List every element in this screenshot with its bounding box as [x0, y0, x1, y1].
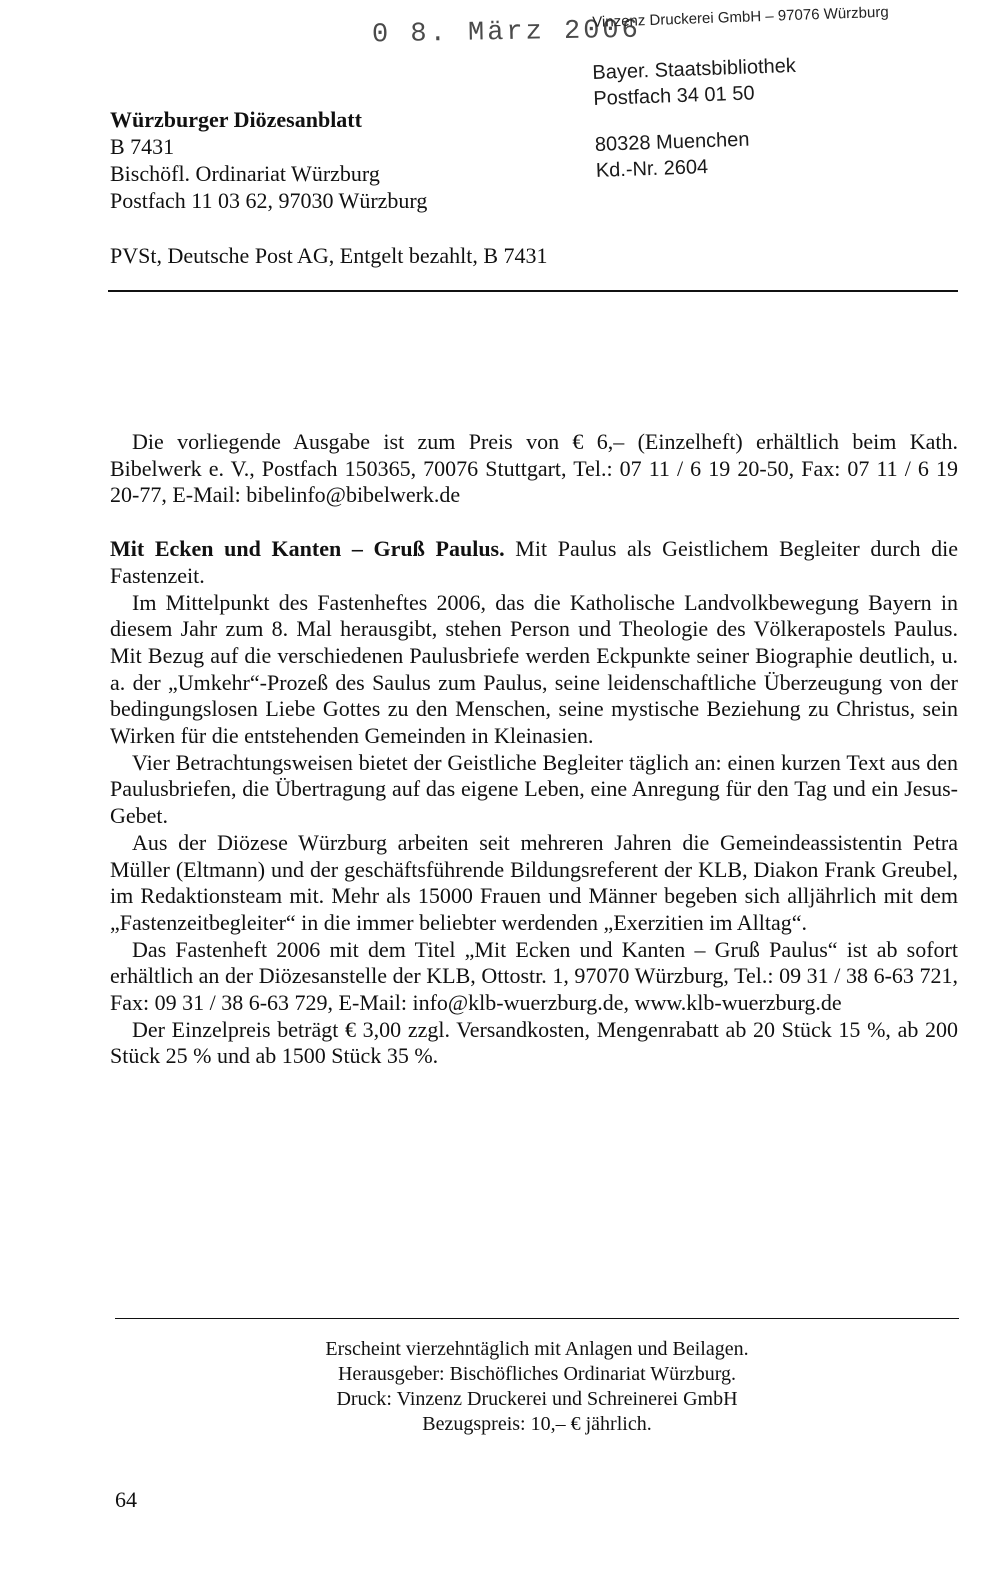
article-paragraph: Aus der Diözese Würzburg arbeiten seit mehreren Jahren die Gemeindeassistentin Petra Müller (Eltmann) und der geschäftsführende Bildungsreferent der KLB, Diakon Frank Greubel, im Redaktionsteam mit. Mehr als 15000 Frauen und Männer begeben sich alljährlich mit dem „Fastenzeitbegleiter“ in die immer beliebter werdenden „Exerzitien im Alltag“. [110, 829, 958, 935]
article-paragraph: Das Fastenheft 2006 mit dem Titel „Mit Ecken und Kanten – Gruß Paulus“ ist ab sofort erhältlich an der Diözesanstelle der KLB, Ottostr. 1, 97070 Würzburg, Tel.: 09 31 / 38 6-63 721, Fax: 09 31 / 38 6-63 729, E-Mail: info@klb-wuerzburg.de, www.klb-wuerzburg.de [110, 936, 958, 1016]
footer-divider [115, 1318, 959, 1319]
date-stamp: 0 8. März 2006 [371, 15, 642, 51]
recipient-address [592, 53, 800, 184]
sender-postfach: Postfach 11 03 62, 97030 Würzburg [110, 188, 428, 213]
intro-paragraph: Die vorliegende Ausgabe ist zum Preis von € 6,– (Einzelheft) erhältlich beim Kath. Bibelwerk e. V., Postfach 150365, 70076 Stuttgart, Tel.: 07 11 / 6 19 20-50, Fax: 07 11 / 6 19 20-77, E-Mail: bibelinfo@bibelwerk.de [110, 429, 958, 508]
postage-line: PVSt, Deutsche Post AG, Entgelt bezahlt, B 7431 [110, 243, 548, 268]
article-paragraph: Im Mittelpunkt des Fastenheftes 2006, das die Katholische Landvolkbewegung Bayern in diesem Jahr zum 8. Mal herausgibt, stehen Person und Theologie des Völkerapostels Paulus. Mit Bezug auf die verschiedenen Paulusbriefe werden Eckpunkte seiner Biographie deutlich, u. a. der „Umkehr“-Prozeß des Saulus zum Paulus, seine leidenschaftliche Überzeugung von der bedingungslosen Liebe Gottes zu den Menschen, seine mystische Beziehung zu Christus, sein Wirken für die entstehenden Gemeinden in Kleinasien. [110, 589, 958, 749]
imprint-line-4: Bezugspreis: 10,– € jährlich. [422, 1413, 652, 1435]
imprint [180, 1337, 894, 1437]
printer-line: Vinzenz Druckerei GmbH – 97076 Würzburg [592, 3, 889, 31]
article-subtitle: Mit Paulus als Geistlichem Begleiter durch die Fastenzeit. [110, 536, 959, 588]
imprint-line-1: Erscheint vierzehntäglich mit Anlagen und Beilagen. [325, 1338, 749, 1360]
recipient-line-1: Bayer. Staatsbibliothek [592, 54, 797, 84]
recipient-line-3: 80328 Muenchen [594, 128, 750, 156]
article-paragraph: Vier Betrachtungsweisen bietet der Geistliche Begleiter täglich an: einen kurzen Text aus den Paulusbriefen, die Übertragung auf das eigene Leben, eine Anregung für den Tag und ein Jesus-Gebet. [110, 749, 958, 829]
page-number: 64 [115, 1487, 137, 1512]
paragraph-spacer [110, 509, 958, 536]
article-heading-paragraph [110, 536, 958, 589]
imprint-line-3: Druck: Vinzenz Druckerei und Schreinerei GmbH [336, 1388, 738, 1410]
sender-code: B 7431 [110, 134, 175, 159]
recipient-line-2: Postfach 34 01 50 [592, 82, 755, 110]
sender-address [110, 106, 427, 214]
recipient-line-4: Kd.-Nr. 2604 [595, 156, 709, 182]
body-text [110, 429, 958, 1070]
imprint-line-2: Herausgeber: Bischöfliches Ordinariat Würzburg. [337, 1363, 737, 1385]
article-paragraph: Der Einzelpreis beträgt € 3,00 zzgl. Versandkosten, Mengenrabatt ab 20 Stück 15 %, ab 200 Stück 25 % und ab 1500 Stück 35 %. [110, 1016, 958, 1069]
article-title: Mit Ecken und Kanten – Gruß Paulus. [110, 536, 505, 562]
sender-title: Würzburger Diözesanblatt [110, 107, 362, 132]
header-divider [108, 290, 958, 292]
sender-org: Bischöfl. Ordinariat Würzburg [110, 161, 380, 186]
